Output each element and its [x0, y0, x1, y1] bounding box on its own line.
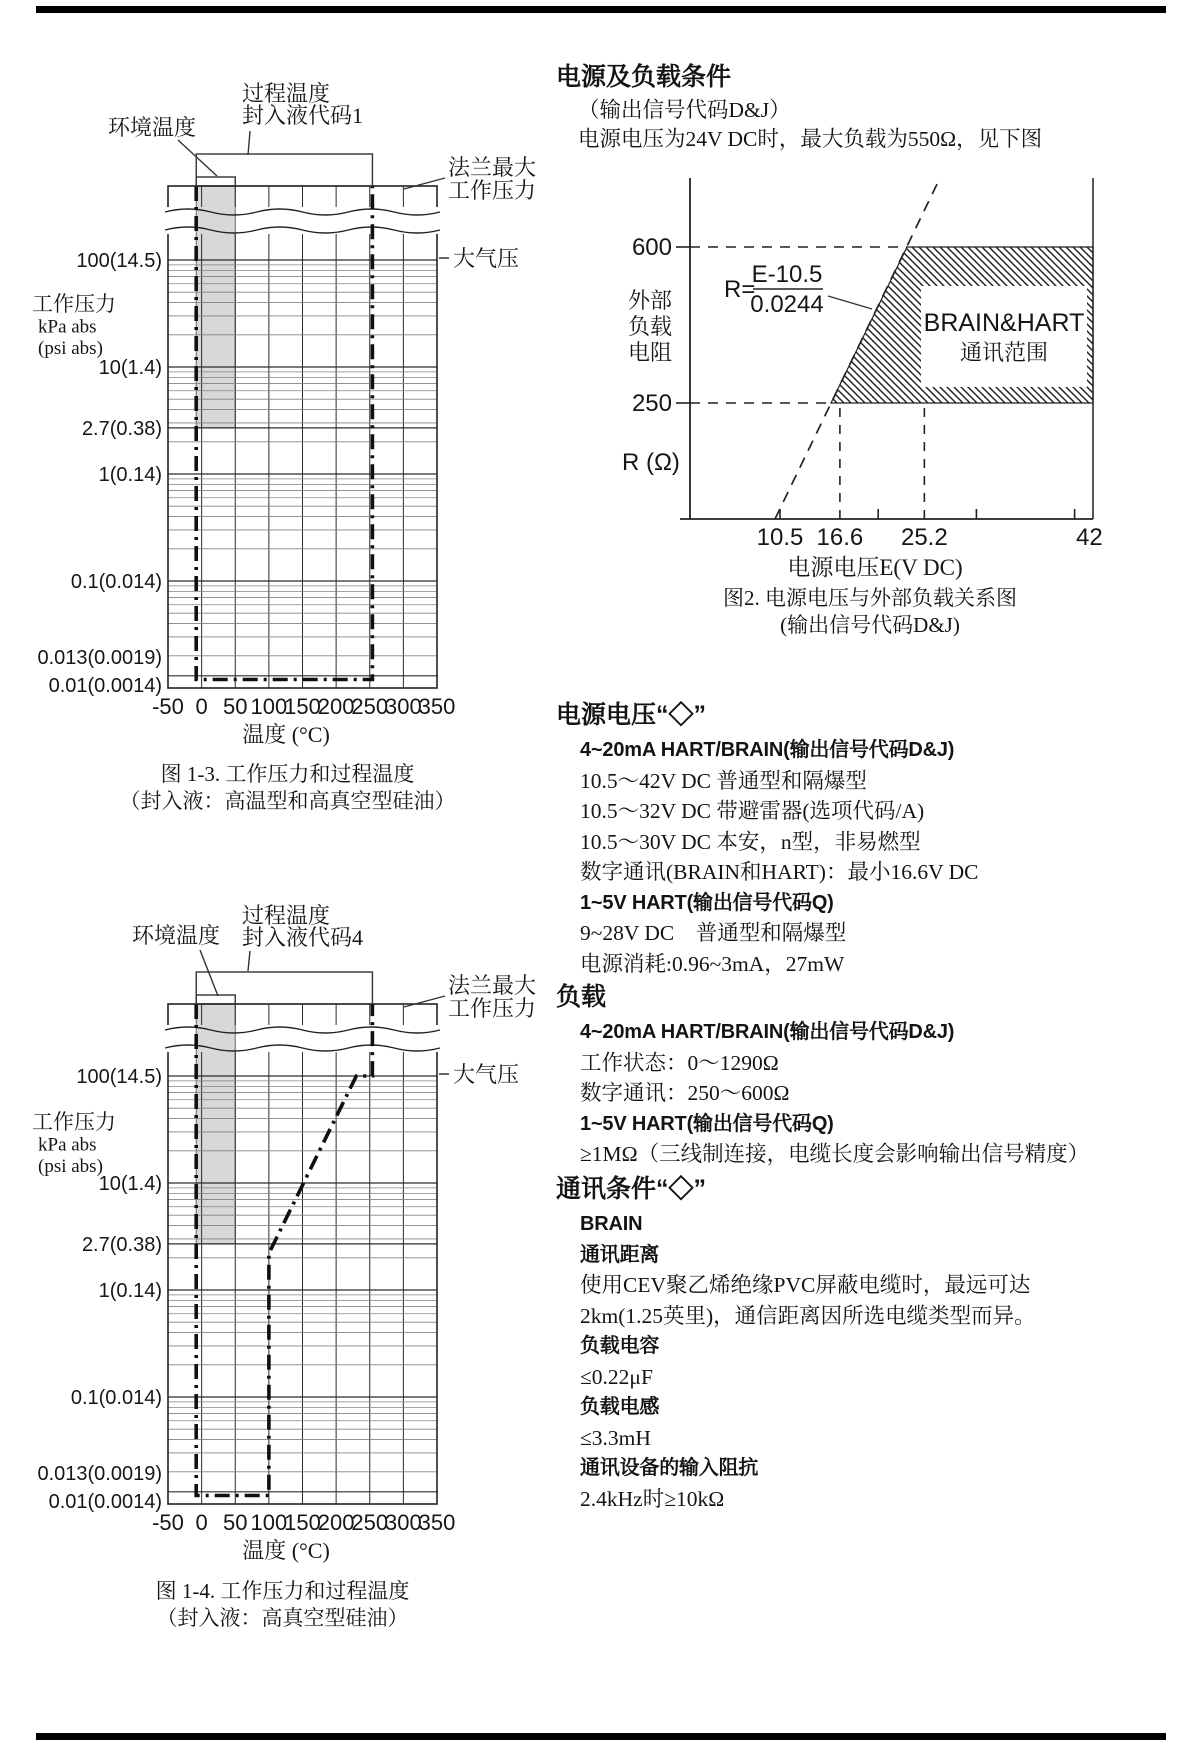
svg-text:150: 150: [284, 694, 321, 719]
svg-text:0.1(0.014): 0.1(0.014): [70, 1387, 162, 1409]
section-heading: 电源电压“◇”: [556, 701, 707, 729]
svg-text:2.7(0.38): 2.7(0.38): [81, 417, 162, 440]
fig-1-4: [32, 903, 536, 1563]
svg-text:10.5: 10.5: [756, 524, 804, 551]
section-comm: [556, 1174, 1036, 1514]
svg-text:环境温度: 环境温度: [132, 923, 221, 948]
svg-text:封入液代码1: 封入液代码1: [242, 103, 364, 128]
svg-text:250: 250: [631, 390, 672, 417]
svg-text:-50: -50: [152, 694, 184, 719]
svg-text:电源电压E(V DC): 电源电压E(V DC): [787, 555, 963, 580]
svg-text:100(14.5): 100(14.5): [76, 250, 162, 272]
ambient-temp-range-box: [196, 995, 235, 1004]
svg-text:R (Ω): R (Ω): [622, 449, 680, 476]
spec-line: ≥1MΩ（三线制连接，电缆长度会影响输出信号精度）: [580, 1142, 1090, 1166]
spec-line: BRAIN: [580, 1213, 643, 1235]
spec-line: 电源消耗:0.96~3mA，27mW: [580, 951, 845, 976]
spec-line: 10.5～32V DC 带避雷器(选项代码/A): [580, 799, 925, 823]
section-heading: 电源及负载条件: [556, 63, 732, 91]
svg-text:负载: 负载: [628, 314, 673, 339]
fig-1-4-caption: [100, 1578, 465, 1632]
spec-line: 1~5V HART(输出信号代码Q): [580, 891, 834, 914]
svg-text:250: 250: [351, 694, 389, 719]
spec-line: 4~20mA HART/BRAIN(输出信号代码D&J): [580, 739, 955, 761]
svg-text:0.0244: 0.0244: [750, 291, 824, 318]
svg-text:50: 50: [223, 694, 248, 719]
svg-text:(psi abs): (psi abs): [38, 1156, 103, 1177]
svg-text:工作压力: 工作压力: [448, 996, 537, 1021]
svg-text:kPa abs: kPa abs: [38, 1134, 97, 1156]
section-power-voltage: [556, 700, 978, 979]
svg-text:工作压力: 工作压力: [32, 292, 116, 316]
svg-text:0: 0: [195, 1510, 208, 1535]
caption-line: （封入液：高真空型硅油）: [156, 1606, 409, 1630]
svg-text:16.6: 16.6: [816, 524, 864, 551]
caption-line: 图 1-3. 工作压力和过程温度: [160, 762, 415, 786]
caption-line: 图2. 电源电压与外部负载关系图: [723, 586, 1017, 610]
svg-text:0.01(0.0014): 0.01(0.0014): [48, 1491, 162, 1513]
spec-line: 通讯设备的输入阻抗: [580, 1457, 759, 1479]
svg-text:50: 50: [223, 1510, 248, 1535]
spec-line: 2km(1.25英里)，通信距离因所选电缆类型而异。: [580, 1303, 1036, 1328]
svg-text:通讯范围: 通讯范围: [959, 340, 1049, 365]
svg-text:10(1.4): 10(1.4): [98, 1173, 162, 1195]
svg-text:100(14.5): 100(14.5): [76, 1066, 162, 1088]
caption-line: （封入液：高温型和高真空型硅油）: [119, 789, 456, 813]
spec-line: 工作状态：0～1290Ω: [580, 1050, 779, 1075]
svg-text:300: 300: [385, 694, 422, 719]
svg-text:350: 350: [418, 1510, 456, 1535]
svg-text:大气压: 大气压: [453, 1062, 520, 1087]
svg-text:600: 600: [631, 234, 672, 261]
svg-text:350: 350: [418, 694, 456, 719]
spec-line: 10.5～42V DC 普通型和隔爆型: [580, 768, 867, 793]
process-temp-range-box: [196, 154, 372, 186]
fig-2-caption: [680, 585, 1060, 639]
spec-line: 电源电压为24V DC时，最大负载为550Ω，见下图: [578, 127, 1043, 151]
svg-text:法兰最大: 法兰最大: [448, 155, 537, 180]
svg-text:1(0.14): 1(0.14): [98, 1280, 162, 1302]
svg-text:过程温度: 过程温度: [242, 903, 331, 928]
spec-line: 负载电容: [580, 1335, 660, 1357]
svg-text:(psi abs): (psi abs): [38, 338, 103, 359]
svg-text:E-10.5: E-10.5: [751, 261, 823, 288]
svg-text:环境温度: 环境温度: [108, 115, 197, 140]
svg-text:-50: -50: [152, 1510, 184, 1535]
svg-text:外部: 外部: [628, 288, 673, 313]
spec-line: （输出信号代码D&J）: [578, 98, 791, 122]
svg-text:2.7(0.38): 2.7(0.38): [81, 1233, 162, 1256]
svg-text:kPa abs: kPa abs: [38, 316, 97, 338]
svg-text:温度 (°C): 温度 (°C): [242, 722, 330, 747]
section-heading: 负载: [556, 983, 607, 1011]
spec-line: 10.5～30V DC 本安，n型，非易燃型: [580, 829, 921, 854]
spec-line: 2.4kHz时≥10kΩ: [580, 1486, 725, 1511]
svg-text:大气压: 大气压: [453, 246, 520, 271]
svg-text:电阻: 电阻: [628, 340, 673, 365]
spec-line: 数字通讯：250～600Ω: [580, 1081, 790, 1105]
spec-line: 4~20mA HART/BRAIN(输出信号代码D&J): [580, 1021, 955, 1043]
svg-text:工作压力: 工作压力: [32, 1110, 116, 1134]
svg-text:25.2: 25.2: [900, 524, 948, 551]
caption-line: (输出信号代码D&J): [780, 613, 960, 637]
svg-text:250: 250: [351, 1510, 389, 1535]
svg-text:1(0.14): 1(0.14): [98, 464, 162, 486]
svg-text:BRAIN&HART: BRAIN&HART: [923, 309, 1085, 337]
ambient-temp-range-box: [196, 177, 235, 186]
process-temp-range-box: [196, 972, 372, 1004]
spec-line: ≤0.22μF: [580, 1364, 653, 1389]
svg-text:温度 (°C): 温度 (°C): [242, 1538, 330, 1563]
load-items: [580, 1017, 1089, 1170]
svg-text:0.1(0.014): 0.1(0.014): [70, 571, 162, 593]
svg-text:0.013(0.0019): 0.013(0.0019): [37, 646, 162, 669]
comm-items: [580, 1209, 1036, 1514]
caption-line: 图 1-4. 工作压力和过程温度: [155, 1579, 410, 1603]
svg-text:0.013(0.0019): 0.013(0.0019): [37, 1462, 162, 1485]
spec-line: 通讯距离: [580, 1243, 660, 1266]
fig-2: [622, 178, 1103, 580]
svg-text:R=: R=: [724, 276, 756, 303]
svg-text:100: 100: [250, 1510, 288, 1535]
fig-1-3: [32, 81, 536, 747]
svg-text:42: 42: [1075, 524, 1103, 551]
svg-text:300: 300: [385, 1510, 422, 1535]
svg-text:工作压力: 工作压力: [448, 178, 537, 203]
fig-1-3-caption: [105, 761, 470, 815]
spec-line: ≤3.3mH: [580, 1425, 651, 1450]
svg-text:200: 200: [317, 694, 355, 719]
svg-text:100: 100: [250, 694, 288, 719]
svg-text:0: 0: [195, 694, 208, 719]
svg-text:0.01(0.0014): 0.01(0.0014): [48, 675, 162, 697]
power-voltage-items: [580, 735, 978, 979]
spec-line: 1~5V HART(输出信号代码Q): [580, 1112, 834, 1135]
spec-line: 使用CEV聚乙烯绝缘PVC屏蔽电缆时，最远可达: [580, 1273, 1031, 1297]
svg-text:过程温度: 过程温度: [242, 81, 331, 106]
spec-line: 9~28V DC 普通型和隔爆型: [580, 921, 847, 945]
section-power-load: [556, 62, 1042, 154]
svg-text:10(1.4): 10(1.4): [98, 357, 162, 379]
spec-line: 数字通讯(BRAIN和HART)：最小16.6V DC: [580, 860, 979, 884]
spec-line: 负载电感: [580, 1396, 660, 1418]
svg-text:150: 150: [284, 1510, 321, 1535]
section-load: [556, 982, 1089, 1170]
svg-text:200: 200: [317, 1510, 355, 1535]
svg-text:封入液代码4: 封入液代码4: [242, 925, 364, 950]
svg-text:法兰最大: 法兰最大: [448, 973, 537, 998]
section-heading: 通讯条件“◇”: [556, 1175, 707, 1203]
